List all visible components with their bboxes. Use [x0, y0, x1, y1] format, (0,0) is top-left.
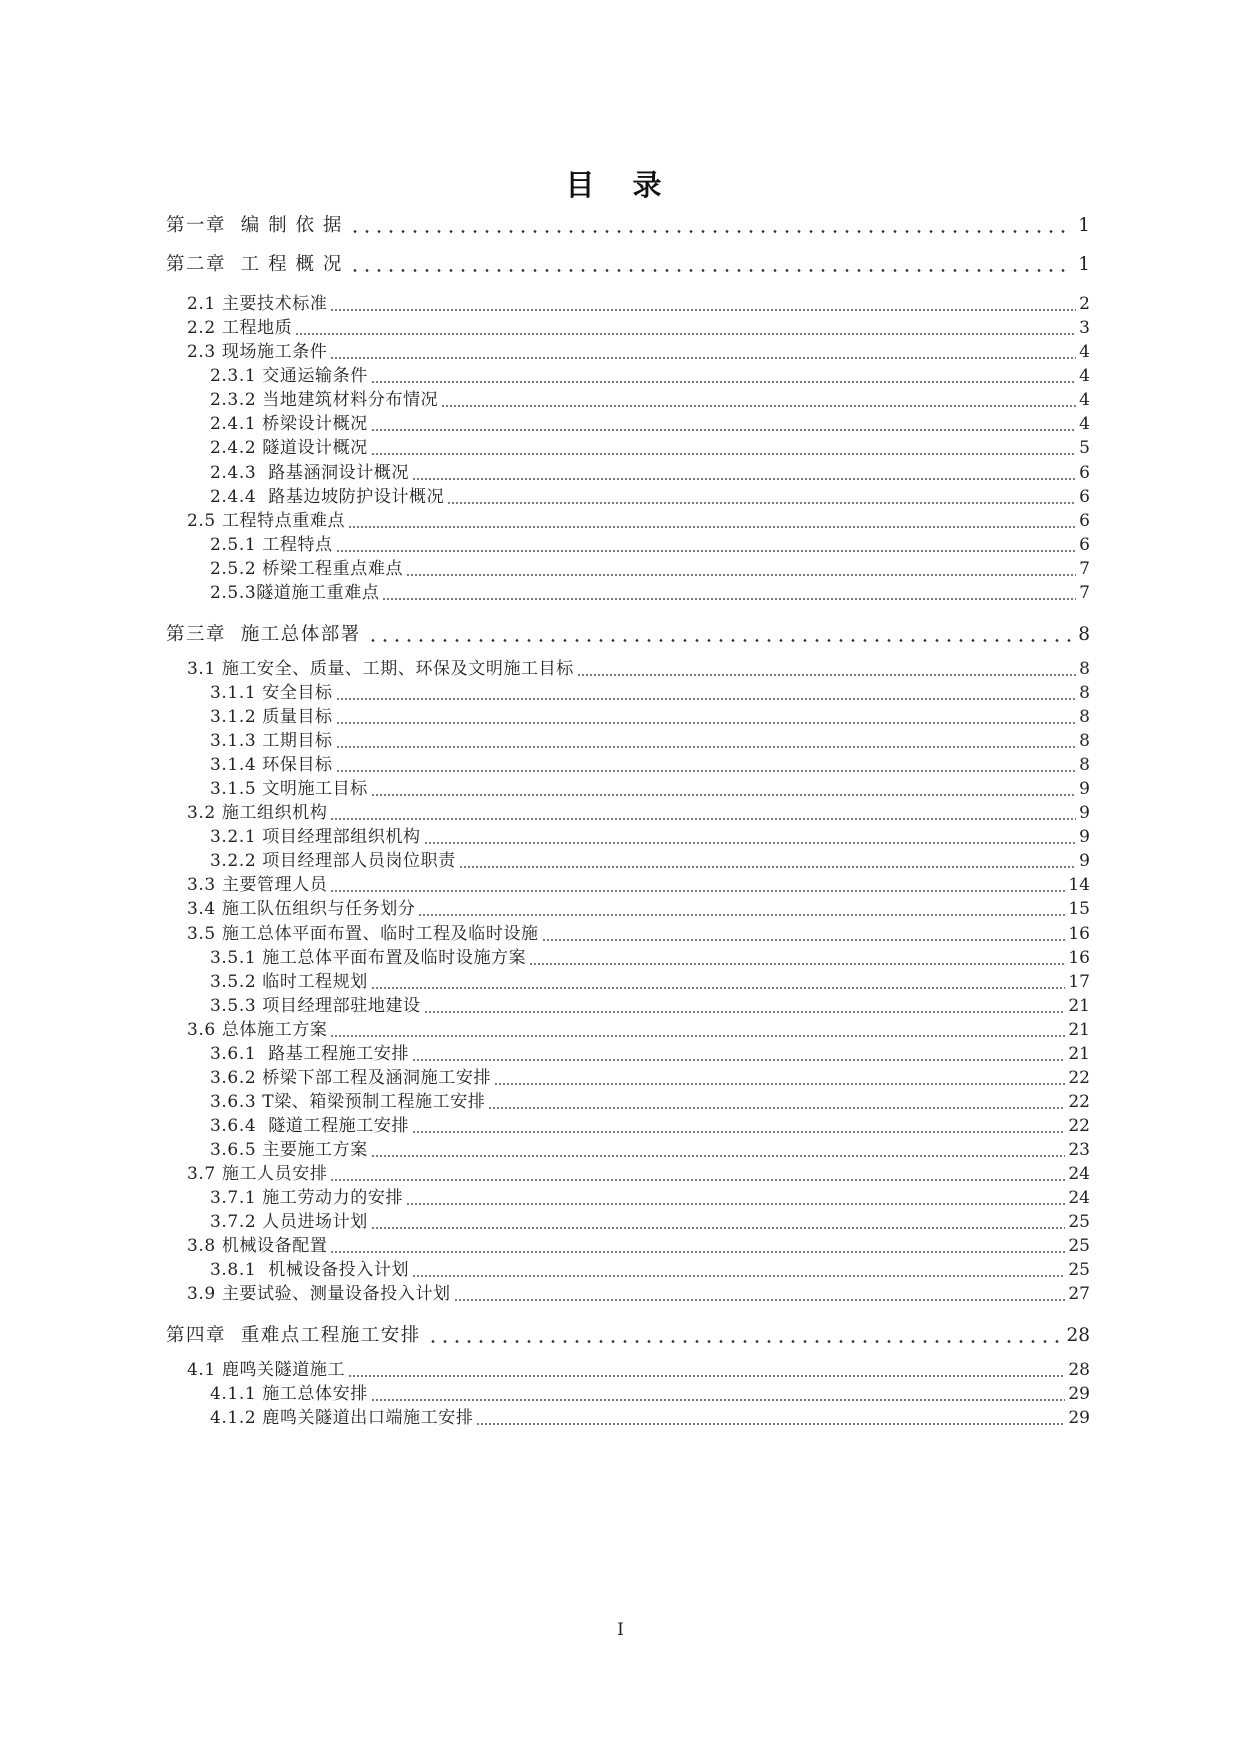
dot-leader [330, 309, 1076, 311]
toc-entry-title: 4.1 鹿鸣关隧道施工 [187, 1360, 346, 1380]
dot-leader [330, 357, 1076, 359]
toc-entry-title: 2.3 现场施工条件 [187, 342, 328, 362]
toc-entry-page-number: 24 [1068, 1188, 1090, 1208]
toc-entry-page-number: 8 [1078, 624, 1090, 645]
dot-leader [371, 1399, 1066, 1401]
toc-entry[interactable] [187, 1233, 1090, 1260]
toc-entry-page-number: 28 [1068, 1360, 1090, 1380]
toc-entry-title: 3.6.5 主要施工方案 [210, 1140, 368, 1160]
toc-entry[interactable] [210, 460, 1090, 487]
dot-leader [371, 987, 1066, 989]
toc-entry[interactable] [210, 484, 1090, 511]
toc-entry-page-number: 1 [1078, 215, 1090, 236]
dot-leader [412, 1131, 1065, 1133]
toc-entry-title: 3.5.1 施工总体平面布置及临时设施方案 [210, 948, 527, 968]
toc-entry[interactable] [210, 411, 1090, 438]
dot-leader [371, 794, 1076, 796]
toc-entry-title: 3.1 施工安全、质量、工期、环保及文明施工目标 [187, 659, 574, 679]
toc-entry-page-number: 29 [1068, 1384, 1090, 1404]
dot-leader [371, 381, 1076, 383]
toc-entry[interactable] [210, 580, 1090, 607]
toc-entry-page-number: 8 [1079, 707, 1090, 727]
toc-entry-page-number: 21 [1068, 1044, 1090, 1064]
toc-entry[interactable] [210, 1065, 1090, 1092]
toc-entry-page-number: 25 [1068, 1212, 1090, 1232]
dot-leader [371, 429, 1076, 431]
toc-entry-page-number: 22 [1068, 1068, 1090, 1088]
toc-entry-page-number: 9 [1079, 803, 1090, 823]
dot-leader [424, 1011, 1066, 1013]
dot-leader [459, 866, 1076, 868]
toc-entry-page-number: 3 [1079, 318, 1090, 338]
toc-entry-title: 2.5.3隧道施工重难点 [210, 583, 380, 603]
toc-entry-title: 3.6.2 桥梁下部工程及涵洞施工安排 [210, 1068, 492, 1088]
toc-entry-title: 2.4.3 路基涵洞设计概况 [210, 463, 410, 483]
toc-chapter-entry[interactable] [166, 211, 1090, 241]
dot-leader [330, 890, 1065, 892]
toc-entry-title: 3.6.3 T梁、箱梁预制工程施工安排 [210, 1092, 486, 1112]
toc-entry[interactable] [210, 1381, 1090, 1408]
dot-leader [406, 1203, 1065, 1205]
toc-entry-page-number: 15 [1068, 899, 1090, 919]
toc-entry-title: 3.4 施工队伍组织与任务划分 [187, 899, 416, 919]
toc-chapter-entry[interactable] [166, 620, 1090, 650]
toc-entry-page-number: 22 [1068, 1116, 1090, 1136]
toc-entry[interactable] [210, 824, 1090, 851]
dot-leader [476, 1423, 1065, 1425]
toc-entry-page-number: 7 [1079, 559, 1090, 579]
dot-leader [454, 1299, 1066, 1301]
toc-entry[interactable] [210, 1089, 1090, 1116]
toc-entry-title: 3.7.1 施工劳动力的安排 [210, 1188, 404, 1208]
dot-leader [336, 698, 1077, 700]
toc-entry[interactable] [210, 969, 1090, 996]
toc-entry-title: 2.3.2 当地建筑材料分布情况 [210, 390, 439, 410]
toc-entry-title: 3.9 主要试验、测量设备投入计划 [187, 1284, 451, 1304]
toc-entry-page-number: 8 [1079, 683, 1090, 703]
toc-entry-title: 第三章 施工总体部署 [166, 624, 361, 645]
toc-entry[interactable] [187, 872, 1090, 899]
dot-leader [427, 1340, 1061, 1343]
dot-leader [336, 550, 1077, 552]
dot-leader [494, 1083, 1065, 1085]
toc-entry-page-number: 6 [1079, 463, 1090, 483]
toc-entry[interactable] [210, 556, 1090, 583]
toc-entry-page-number: 21 [1068, 996, 1090, 1016]
toc-entry[interactable] [210, 1137, 1090, 1164]
toc-entry[interactable] [187, 1161, 1090, 1188]
toc-entry[interactable] [210, 1185, 1090, 1212]
toc-entry-title: 2.5.1 工程特点 [210, 535, 333, 555]
dot-leader [542, 939, 1066, 941]
dot-leader [330, 1035, 1065, 1037]
toc-entry-page-number: 22 [1068, 1092, 1090, 1112]
toc-entry[interactable] [210, 435, 1090, 462]
toc-entry[interactable] [210, 1257, 1090, 1284]
dot-leader [382, 598, 1076, 600]
toc-entry-title: 2.4.1 桥梁设计概况 [210, 414, 368, 434]
toc-entry-title: 2.2 工程地质 [187, 318, 293, 338]
toc-entry-page-number: 25 [1068, 1260, 1090, 1280]
dot-leader [424, 842, 1077, 844]
toc-entry-page-number: 8 [1079, 731, 1090, 751]
toc-entry-title: 3.7.2 人员进场计划 [210, 1212, 368, 1232]
dot-leader [330, 1251, 1065, 1253]
toc-entry-page-number: 4 [1079, 390, 1090, 410]
dot-leader [349, 269, 1072, 272]
dot-leader [336, 722, 1077, 724]
dot-leader [295, 333, 1076, 335]
dot-leader [336, 770, 1077, 772]
dot-leader [348, 526, 1076, 528]
toc-entry[interactable] [187, 800, 1090, 827]
toc-entry-title: 3.5.3 项目经理部驻地建设 [210, 996, 421, 1016]
toc-entry-page-number: 6 [1079, 535, 1090, 555]
toc-entry[interactable] [210, 1041, 1090, 1068]
toc-entry-page-number: 17 [1068, 972, 1090, 992]
toc-entry-title: 3.1.5 文明施工目标 [210, 779, 368, 799]
toc-entry-title: 3.6.4 隧道工程施工安排 [210, 1116, 410, 1136]
toc-entry-page-number: 21 [1068, 1020, 1090, 1040]
toc-entry[interactable] [210, 1405, 1090, 1432]
toc-entry[interactable] [210, 945, 1090, 972]
toc-entry-title: 3.2 施工组织机构 [187, 803, 328, 823]
toc-entry-title: 3.7 施工人员安排 [187, 1164, 328, 1184]
toc-chapter-entry[interactable] [166, 1321, 1090, 1351]
dot-leader [336, 746, 1077, 748]
toc-entry[interactable] [210, 848, 1090, 875]
toc-entry[interactable] [187, 896, 1090, 923]
toc-entry-title: 第二章 工 程 概 况 [166, 254, 343, 275]
dot-leader [488, 1107, 1065, 1109]
dot-leader [412, 1059, 1065, 1061]
toc-entry-page-number: 8 [1079, 755, 1090, 775]
toc-entry-page-number: 16 [1068, 924, 1090, 944]
toc-entry-title: 3.1.3 工期目标 [210, 731, 333, 751]
toc-entry-page-number: 2 [1079, 294, 1090, 314]
toc-entry[interactable] [210, 387, 1090, 414]
toc-entry[interactable] [210, 776, 1090, 803]
toc-entry[interactable] [210, 363, 1090, 390]
toc-entry-title: 4.1.2 鹿鸣关隧道出口端施工安排 [210, 1408, 474, 1428]
toc-entry-title: 3.5.2 临时工程规划 [210, 972, 368, 992]
dot-leader [330, 818, 1076, 820]
dot-leader [418, 914, 1065, 916]
toc-entry-title: 3.2.1 项目经理部组织机构 [210, 827, 421, 847]
toc-entry-title: 2.3.1 交通运输条件 [210, 366, 368, 386]
toc-entry-title: 2.4.4 路基边坡防护设计概况 [210, 487, 445, 507]
toc-entry[interactable] [210, 680, 1090, 707]
dot-leader [412, 478, 1076, 480]
toc-entry-page-number: 9 [1079, 851, 1090, 871]
toc-entry[interactable] [210, 532, 1090, 559]
dot-leader [412, 1275, 1065, 1277]
toc-entry-title: 3.1.2 质量目标 [210, 707, 333, 727]
toc-entry[interactable] [187, 1281, 1090, 1308]
toc-entry-title: 2.5.2 桥梁工程重点难点 [210, 559, 404, 579]
toc-entry[interactable] [210, 704, 1090, 731]
toc-entry-title: 3.6 总体施工方案 [187, 1020, 328, 1040]
toc-entry-title: 3.6.1 路基工程施工安排 [210, 1044, 410, 1064]
dot-leader [371, 453, 1076, 455]
toc-entry[interactable] [210, 1113, 1090, 1140]
toc-entry-page-number: 7 [1079, 583, 1090, 603]
toc-entry-page-number: 9 [1079, 779, 1090, 799]
toc-entry-page-number: 24 [1068, 1164, 1090, 1184]
toc-entry-page-number: 8 [1079, 659, 1090, 679]
toc-entry-title: 3.8 机械设备配置 [187, 1236, 328, 1256]
dot-leader [348, 1375, 1065, 1377]
toc-entry[interactable] [187, 921, 1090, 948]
toc-entry-page-number: 29 [1068, 1408, 1090, 1428]
dot-leader [349, 230, 1072, 233]
toc-entry[interactable] [187, 339, 1090, 366]
toc-entry-page-number: 5 [1079, 438, 1090, 458]
toc-chapter-entry[interactable] [166, 250, 1090, 280]
toc-entry-page-number: 25 [1068, 1236, 1090, 1256]
toc-entry[interactable] [187, 508, 1090, 535]
toc-entry-page-number: 23 [1068, 1140, 1090, 1160]
toc-entry-page-number: 1 [1078, 254, 1090, 275]
toc-entry-title: 第四章 重难点工程施工安排 [166, 1325, 421, 1346]
toc-entry-page-number: 14 [1068, 875, 1090, 895]
toc-entry-page-number: 27 [1068, 1284, 1090, 1304]
toc-entry[interactable] [187, 315, 1090, 342]
page-title: 目 录 [565, 168, 676, 202]
dot-leader [330, 1179, 1065, 1181]
toc-entry-title: 2.5 工程特点重难点 [187, 511, 346, 531]
toc-entry-page-number: 16 [1068, 948, 1090, 968]
toc-entry[interactable] [210, 728, 1090, 755]
toc-entry[interactable] [210, 1209, 1090, 1236]
toc-entry-page-number: 4 [1079, 366, 1090, 386]
toc-entry-title: 3.2.2 项目经理部人员岗位职责 [210, 851, 456, 871]
dot-leader [371, 1155, 1066, 1157]
toc-entry-title: 4.1.1 施工总体安排 [210, 1384, 368, 1404]
toc-entry-page-number: 4 [1079, 342, 1090, 362]
toc-entry[interactable] [187, 656, 1090, 683]
toc-entry-title: 第一章 编 制 依 据 [166, 215, 343, 236]
toc-entry-page-number: 4 [1079, 414, 1090, 434]
toc-entry-title: 2.4.2 隧道设计概况 [210, 438, 368, 458]
toc-entry-title: 3.1.1 安全目标 [210, 683, 333, 703]
dot-leader [371, 1227, 1066, 1229]
toc-entry-title: 3.8.1 机械设备投入计划 [210, 1260, 410, 1280]
page-number-footer: I [617, 1620, 624, 1640]
toc-entry-page-number: 6 [1079, 511, 1090, 531]
dot-leader [406, 574, 1076, 576]
toc-entry-page-number: 6 [1079, 487, 1090, 507]
toc-entry-title: 3.3 主要管理人员 [187, 875, 328, 895]
toc-entry-title: 2.1 主要技术标准 [187, 294, 328, 314]
toc-entry[interactable] [210, 993, 1090, 1020]
dot-leader [577, 674, 1076, 676]
dot-leader [529, 963, 1065, 965]
toc-entry[interactable] [187, 291, 1090, 318]
toc-entry[interactable] [210, 752, 1090, 779]
toc-entry-title: 3.5 施工总体平面布置、临时工程及临时设施 [187, 924, 539, 944]
dot-leader [441, 405, 1076, 407]
toc-entry[interactable] [187, 1017, 1090, 1044]
dot-leader [447, 502, 1076, 504]
toc-entry[interactable] [187, 1357, 1090, 1384]
toc-entry-page-number: 9 [1079, 827, 1090, 847]
toc-entry-title: 3.1.4 环保目标 [210, 755, 333, 775]
dot-leader [367, 639, 1072, 642]
toc-entry-page-number: 28 [1066, 1325, 1090, 1346]
